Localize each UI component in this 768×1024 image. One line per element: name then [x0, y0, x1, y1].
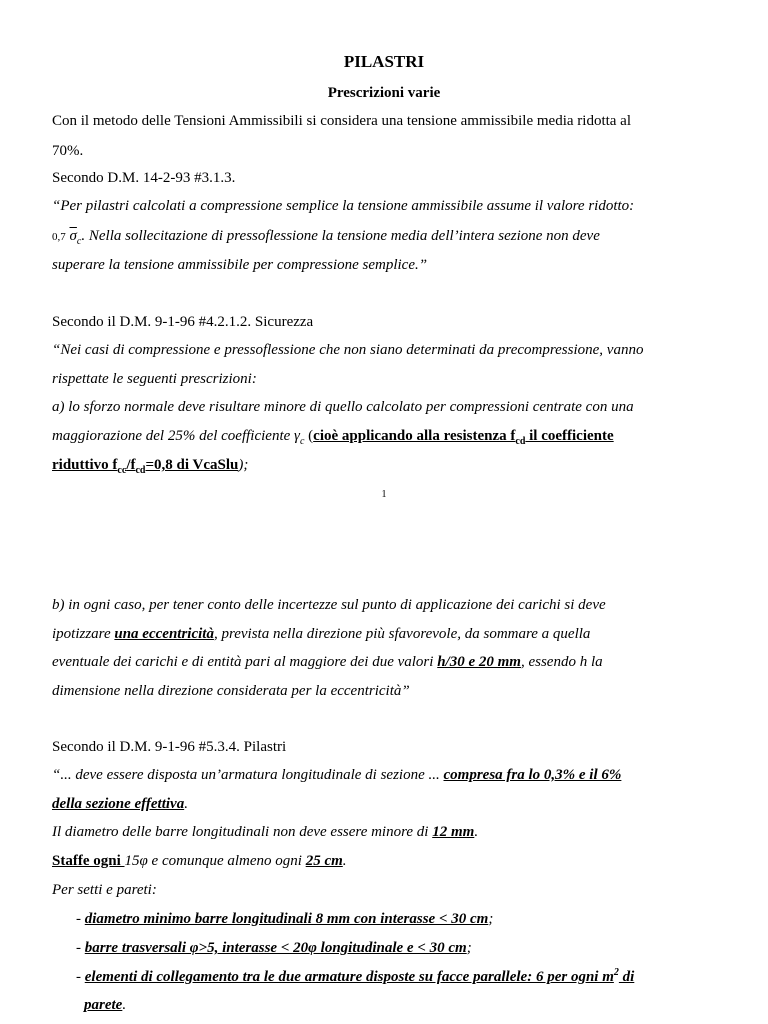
page-title: PILASTRI: [343, 52, 425, 71]
dm96b-line-4: dimensione nella direzione considerata per la eccentricità”: [52, 683, 410, 699]
dm96c-line-5: Per setti e pareti:: [52, 882, 157, 898]
dm93-quote-line-3: superare la tensione ammissibile per compressione semplice.”: [52, 257, 428, 273]
bullet-item-3: - elementi di collegamento tra le due armature disposte su facce parallele: 6 per ogni $m^2$ di: [76, 967, 635, 985]
resistance-note: cioè applicando alla resistenza $f_{cd}$ il coefficiente: [313, 428, 614, 447]
bullet-item-2: - barre trasversali φ>5, interasse < 20φ longitudinale e < 30 cm;: [76, 940, 472, 956]
intro-line-2: 70%.: [52, 143, 84, 159]
dm96c-heading: Secondo il D.M. 9-1-96 #5.3.4. Pilastri: [52, 739, 287, 755]
page-number: 1: [381, 489, 387, 500]
reinforcement-range: compresa fra lo 0,3% e il 6%: [443, 767, 622, 783]
dm93-heading: Secondo D.M. 14-2-93 #3.1.3.: [52, 170, 236, 186]
eccentricity-highlight: una eccentricità: [114, 626, 214, 642]
dm96a-line-3: a) lo sforzo normale deve risultare minore di quello calcolato per compressioni centrate con una: [52, 399, 634, 415]
coefficient-value: 0,7: [52, 231, 66, 243]
stirrups-spacing: 25 cm: [305, 853, 343, 869]
dm96c-line-3: Il diametro delle barre longitudinali non deve essere minore di 12 mm.: [52, 824, 479, 840]
stirrups-label: Staffe ogni: [52, 853, 125, 869]
eccentricity-values: h/30 e 20 mm: [437, 654, 521, 670]
dm96a-line-2: rispettate le seguenti prescrizioni:: [52, 371, 257, 387]
bullet-item-1: - diametro minimo barre longitudinali 8 mm con interasse < 30 cm;: [76, 911, 494, 927]
dm96a-heading: Secondo il D.M. 9-1-96 #4.2.1.2. Sicurezza: [52, 314, 314, 330]
dm96b-line-2: ipotizzare una eccentricità, prevista nella direzione più sfavorevole, da sommare a quella: [52, 626, 591, 642]
dm96c-line-1: “... deve essere disposta un’armatura longitudinale di sezione ... compresa fra lo 0,3% e il 6%: [52, 767, 622, 783]
dm96a-line-1: “Nei casi di compressione e pressoflessione che non siano determinati da precompressione, vanno: [52, 342, 644, 358]
sigma-symbol: $\overline{\sigma}_c$: [69, 228, 82, 247]
dm96b-line-3: eventuale dei carichi e di entità pari al maggiore dei due valori h/30 e 20 mm, essendo h la: [52, 654, 603, 670]
bullet-item-3-cont: parete.: [84, 997, 127, 1013]
dm96a-line-5: riduttivo $f_{cc}/f_{cd}=0,8$ di VcaSlu);: [52, 457, 249, 476]
dm96c-line-2: della sezione effettiva.: [52, 796, 188, 812]
dm93-quote-line-2: 0,7 $\overline{\sigma}_c$. Nella sollecitazione di pressoflessione la tensione media dell’intera sezione non deve: [52, 228, 600, 247]
gamma-symbol: $\gamma_c$: [294, 428, 305, 447]
intro-line-1: Con il metodo delle Tensioni Ammissibili si considera una tensione ammissibile media ridotta al: [52, 113, 632, 129]
dm93-quote-line-1: “Per pilastri calcolati a compressione semplice la tensione ammissibile assume il valore ridotto:: [52, 198, 635, 214]
dm96a-line-4: maggiorazione del 25% del coefficiente $\gamma_c$ (cioè applicando alla resistenza $f_{cd}$ il coefficiente: [52, 428, 614, 447]
dm96b-line-1: b) in ogni caso, per tener conto delle incertezze sul punto di applicazione dei carichi si deve: [52, 597, 606, 613]
reduction-coefficient: riduttivo $f_{cc}/f_{cd}=0,8$ di VcaSlu: [52, 457, 239, 476]
dm96c-line-4: Staffe ogni 15φ e comunque almeno ogni 25 cm.: [52, 853, 347, 869]
page-subtitle: Prescrizioni varie: [327, 85, 441, 101]
min-diameter: 12 mm: [432, 824, 475, 840]
